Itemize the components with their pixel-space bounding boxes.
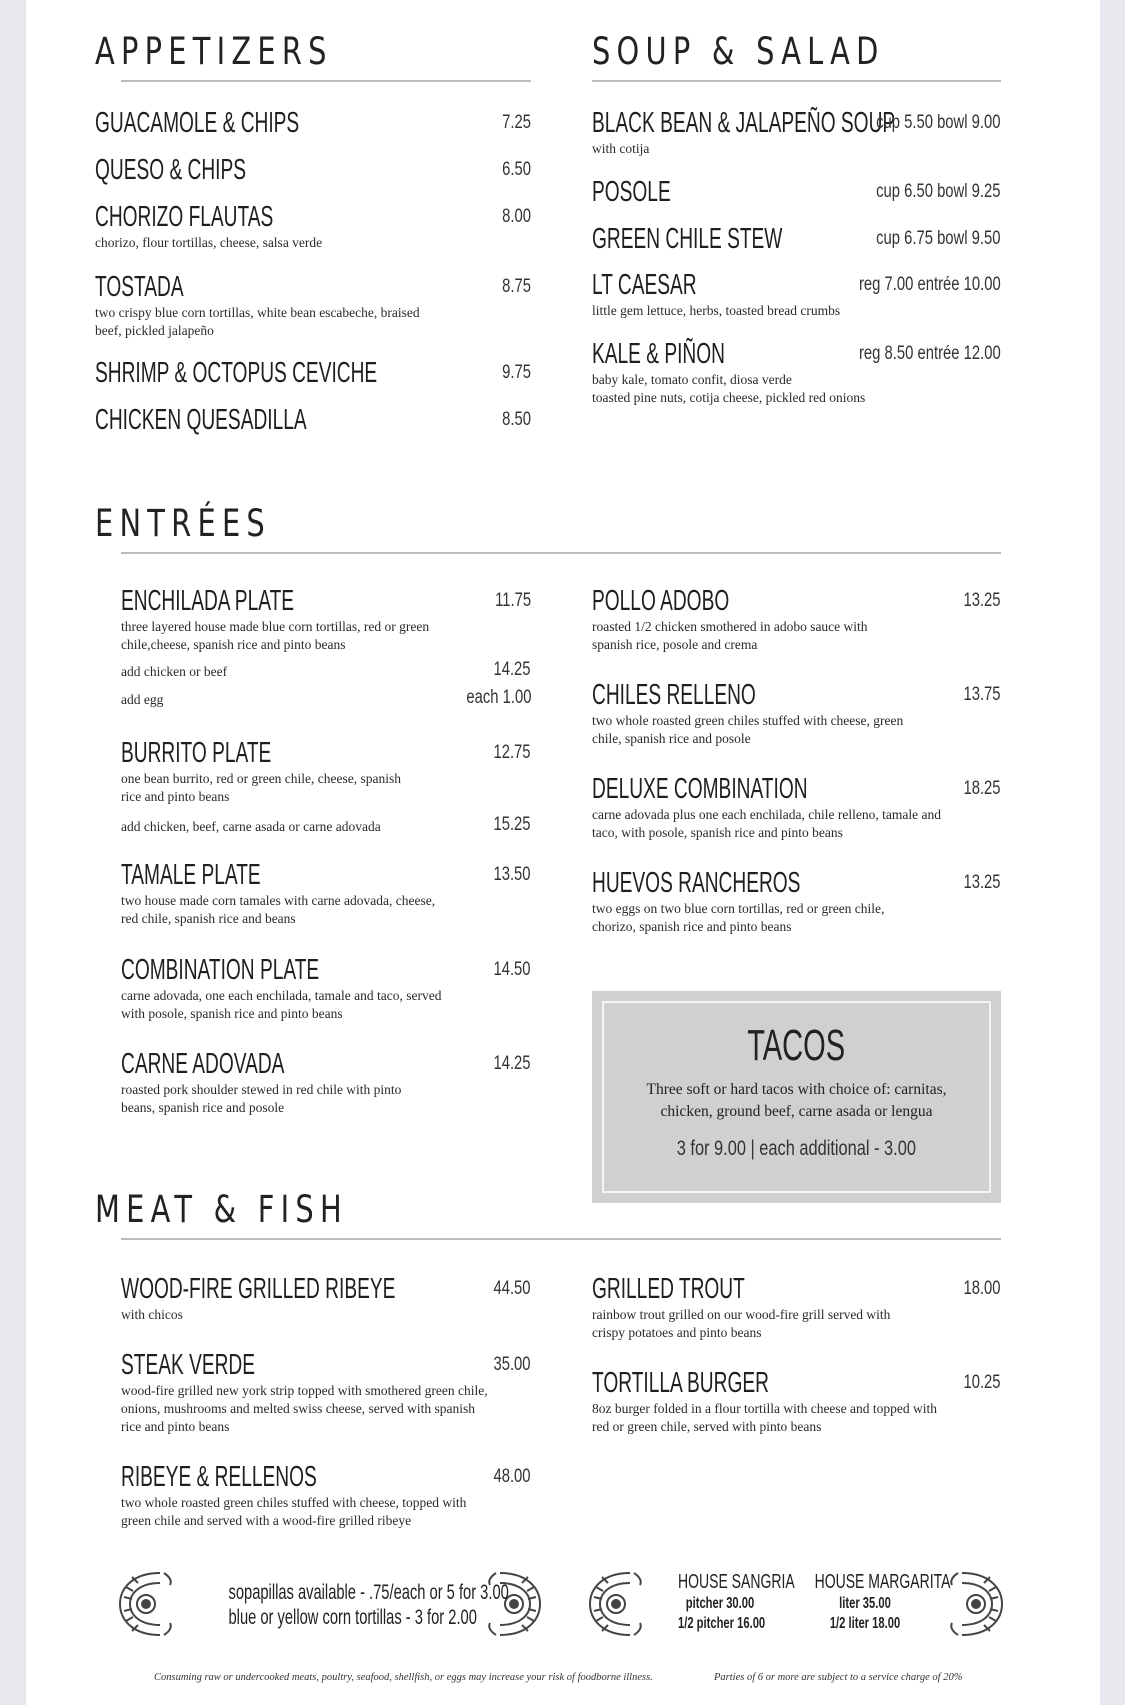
item-price: 8.50 [502,409,531,430]
item-name: TOSTADA [95,271,184,303]
menu-item [592,1272,1001,1342]
item-name: STEAK VERDE [121,1349,256,1381]
margarita-half-liter: 1/2 liter 18.00 [829,1615,901,1632]
item-description: carne adovada, one each enchilada, tamale and taco, served with posole, spanish rice and pinto beans [121,988,442,1021]
addon-price: 15.25 [493,814,531,835]
menu-item [121,1272,531,1324]
foodborne-illness-disclaimer: Consuming raw or undercooked meats, poultry, seafood, shellfish, or eggs may increase your risk of foodborne illness. [154,1672,653,1683]
item-price: 8.75 [502,276,531,297]
meat-fish-right-list [592,0,1001,1450]
meat-fish-left-list [121,0,531,1540]
item-description: with chicos [121,1307,183,1322]
item-name: LT CAESAR [592,269,697,301]
tacos-price: 3 for 9.00 | each additional - 3.00 [676,1137,917,1160]
tortillas-line: blue or yellow corn tortillas - 3 for 2.00 [228,1606,477,1629]
menu-item [121,1348,531,1436]
item-name: TORTILLA BURGER [592,1367,769,1399]
margarita-title: HOUSE MARGARITA [814,1571,951,1593]
sangria-title: HOUSE SANGRIA [678,1571,795,1593]
item-price: 14.25 [493,1053,531,1074]
item-price: 9.75 [502,362,531,383]
item-name: GREEN CHILE STEW [592,223,783,255]
item-description: two crispy blue corn tortillas, white bean escabeche, braised beef, pickled jalapeño [95,305,420,338]
item-name: CHICKEN QUESADILLA [95,404,307,436]
item-description: baby kale, tomato confit, diosa verde [592,372,792,387]
item-price: 18.00 [963,1278,1001,1299]
item-price: reg 7.00 entrée 10.00 [859,274,1001,295]
section-title-soup-salad: SOUP & SALAD [592,30,885,73]
item-name: ENCHILADA PLATE [121,585,295,617]
margarita-liter: liter 35.00 [839,1595,891,1612]
addon-label: add egg [121,692,164,707]
item-description: two whole roasted green chiles stuffed with cheese, green chile, spanish rice and posole [592,713,904,746]
item-price: 11.75 [495,590,531,611]
item-description: roasted pork shoulder stewed in red chile with pinto beans, spanish rice and posole [121,1082,402,1115]
item-description: two eggs on two blue corn tortillas, red or green chile, chorizo, spanish rice and pinto beans [592,901,885,934]
item-price: 6.50 [502,159,531,180]
item-description: carne adovada plus one each enchilada, chile relleno, tamale and taco, with posole, spanish rice and pinto beans [592,807,941,840]
item-name: BURRITO PLATE [121,737,272,769]
addon-price: 14.25 [493,659,531,680]
item-name: CARNE ADOVADA [121,1048,285,1080]
section-title-entrees: ENTRÉES [95,502,271,545]
item-name: DELUXE COMBINATION [592,773,808,805]
item-name: WOOD-FIRE GRILLED RIBEYE [121,1273,396,1305]
item-name: CHORIZO FLAUTAS [95,201,274,233]
sangria-pitcher: pitcher 30.00 [685,1595,755,1612]
house-sangria [660,1570,795,1634]
damask-ornament-icon [480,1567,548,1641]
item-name: TAMALE PLATE [121,859,261,891]
menu-item [121,1460,531,1530]
damask-ornament-icon [582,1567,650,1641]
addon-label: add chicken, beef, carne asada or carne adovada [121,819,381,834]
item-description: two house made corn tamales with carne adovada, cheese, red chile, spanish rice and beans [121,893,436,926]
damask-ornament-icon [112,1567,180,1641]
item-price: 18.25 [963,778,1001,799]
item-name: POLLO ADOBO [592,585,730,617]
item-description: chorizo, flour tortillas, cheese, salsa verde [95,235,323,250]
sopapillas-line: sopapillas available - .75/each or 5 for 3.00 [228,1581,509,1604]
item-name: COMBINATION PLATE [121,954,320,986]
item-price: reg 8.50 entrée 12.00 [859,343,1001,364]
item-price: 14.50 [493,959,531,980]
item-name: QUESO & CHIPS [95,154,247,186]
item-description: one bean burrito, red or green chile, cheese, spanish rice and pinto beans [121,771,402,804]
item-description: little gem lettuce, herbs, toasted bread crumbs [592,303,841,318]
item-price: 12.75 [493,742,531,763]
item-price: 48.00 [493,1466,531,1487]
item-name: RIBEYE & RELLENOS [121,1461,317,1493]
item-description: with cotija [592,141,650,156]
menu-item [592,1366,1001,1436]
addon-price: each 1.00 [465,687,531,708]
section-title-appetizers: APPETIZERS [95,30,333,73]
tacos-description: Three soft or hard tacos with choice of: carnitas, chicken, ground beef, carne asada or lengua [646,1081,947,1120]
sangria-half-pitcher: 1/2 pitcher 16.00 [678,1615,766,1632]
item-name: POSOLE [592,176,671,208]
item-price: 8.00 [502,206,531,227]
item-price: 44.50 [493,1278,531,1299]
item-price: 13.50 [493,864,531,885]
item-price: 10.25 [963,1372,1001,1393]
item-name: HUEVOS RANCHEROS [592,867,801,899]
item-description: 8oz burger folded in a flour tortilla with cheese and topped with red or green chile, served with pinto beans [592,1401,938,1434]
item-name: GUACAMOLE & CHIPS [95,107,300,139]
item-description: roasted 1/2 chicken smothered in adobo sauce with spanish rice, posole and crema [592,619,868,652]
item-price: 13.25 [963,872,1001,893]
item-name: BLACK BEAN & JALAPEÑO SOUP [592,107,896,139]
item-description: two whole roasted green chiles stuffed with cheese, topped with green chile and served with a wood-fire grilled ribeye [121,1495,467,1528]
item-price: 7.25 [502,112,531,133]
item-price: cup 5.50 bowl 9.00 [876,112,1001,133]
item-description: rainbow trout grilled on our wood-fire grill served with crispy potatoes and pinto beans [592,1307,891,1340]
item-price: cup 6.75 bowl 9.50 [876,228,1001,249]
item-description: toasted pine nuts, cotija cheese, pickled red onions [592,390,866,405]
item-price: 35.00 [493,1354,531,1375]
damask-ornament-icon [942,1567,1010,1641]
service-charge-note: Parties of 6 or more are subject to a service charge of 20% [714,1672,963,1683]
item-price: 13.75 [963,684,1001,705]
item-name: KALE & PIÑON [592,338,725,370]
item-price: 13.25 [963,590,1001,611]
item-description: wood-fire grilled new york strip topped with smothered green chile, onions, mushrooms and melted swiss cheese, served with spanish rice and pinto beans [121,1383,488,1434]
house-margarita [793,1570,951,1634]
item-name: GRILLED TROUT [592,1273,745,1305]
sides-note [185,1580,509,1630]
item-name: CHILES RELLENO [592,679,756,711]
item-description: three layered house made blue corn tortillas, red or green chile,cheese, spanish rice and pinto beans [121,619,430,652]
section-title-meat-fish: MEAT & FISH [95,1188,348,1231]
tacos-title: TACOS [747,1021,846,1070]
item-price: cup 6.50 bowl 9.25 [876,181,1001,202]
item-name: SHRIMP & OCTOPUS CEVICHE [95,357,378,389]
addon-label: add chicken or beef [121,664,228,679]
